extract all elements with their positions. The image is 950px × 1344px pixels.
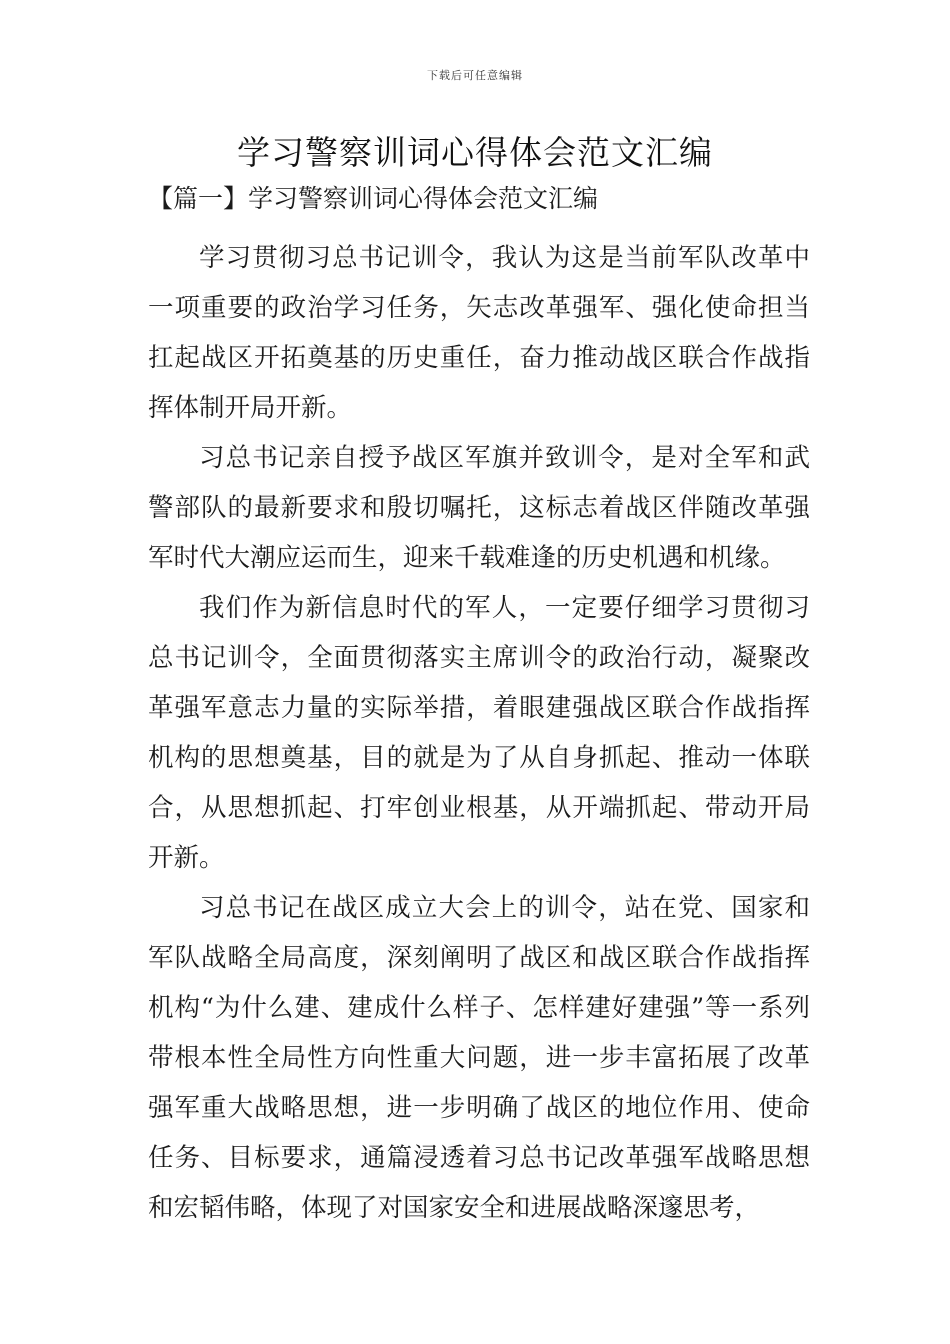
section-heading: 【篇一】学习警察训词心得体会范文汇编 bbox=[148, 184, 599, 213]
paragraph: 习总书记亲自授予战区军旗并致训令，是对全军和武警部队的最新要求和殷切嘱托，这标志着战区伴随改革强军时代大潮应运而生，迎来千载难逢的历史机遇和机缘。 bbox=[148, 443, 810, 573]
paragraph: 我们作为新信息时代的军人，一定要仔细学习贯彻习总书记训令，全面贯彻落实主席训令的政治行动，凝聚改革强军意志力量的实际举措，着眼建强战区联合作战指挥机构的思想奠基，目的就是为了从自身抓起、推动一体联合，从思想抓起、打牢创业根基，从开端抓起、带动开局开新。 bbox=[148, 593, 810, 873]
header-note: 下载后可任意编辑 bbox=[427, 69, 523, 82]
paragraph: 学习贯彻习总书记训令，我认为这是当前军队改革中一项重要的政治学习任务，矢志改革强军、强化使命担当扛起战区开拓奠基的历史重任，奋力推动战区联合作战指挥体制开局开新。 bbox=[148, 243, 810, 423]
document-body bbox=[148, 233, 810, 1233]
paragraph: 习总书记在战区成立大会上的训令，站在党、国家和军队战略全局高度，深刻阐明了战区和战区联合作战指挥机构“为什么建、建成什么样子、怎样建好建强”等一系列带根本性全局性方向性重大问题，进一步丰富拓展了改革强军重大战略思想，进一步明确了战区的地位作用、使命任务、目标要求，通篇浸透着习总书记改革强军战略思想和宏韬伟略，体现了对国家安全和进展战略深邃思考， bbox=[148, 893, 810, 1223]
document-title: 学习警察训词心得体会范文汇编 bbox=[237, 133, 713, 172]
